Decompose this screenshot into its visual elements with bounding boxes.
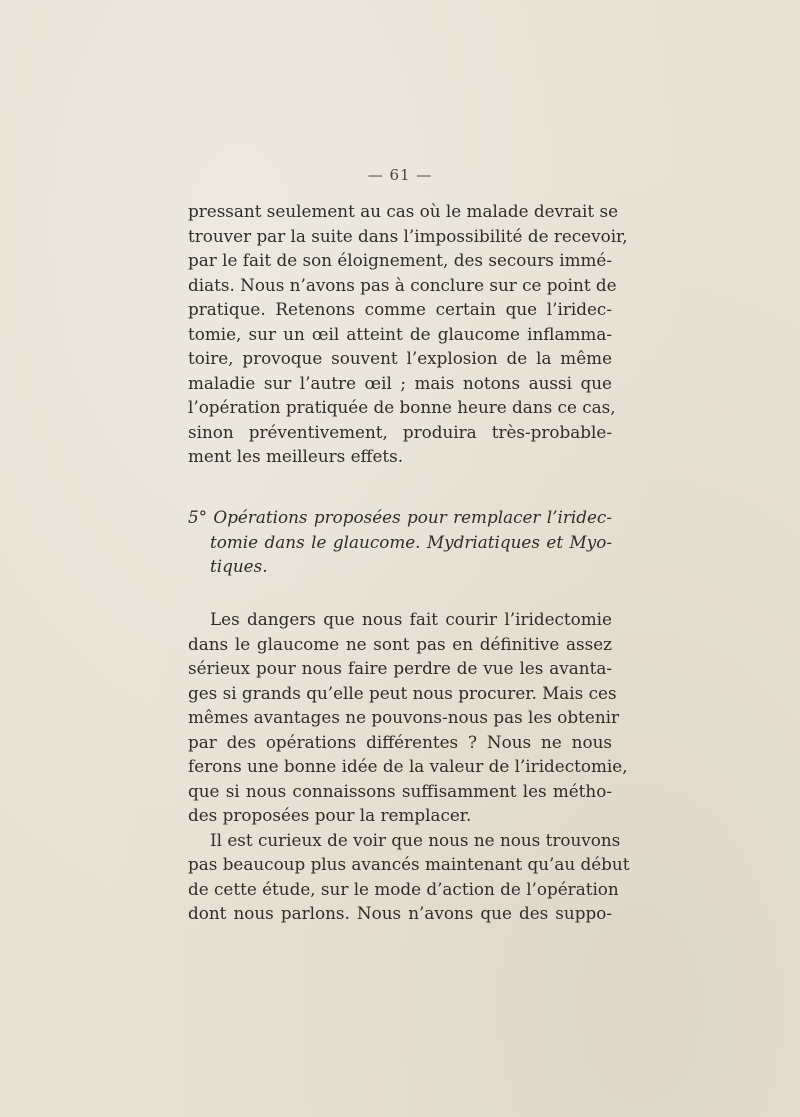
text-line: Il est curieux de voir que nous ne nous trouvons bbox=[210, 829, 621, 850]
text-line: tomie, sur un œil atteint de glaucome inflamma- bbox=[188, 323, 612, 344]
text-line: ment les meilleurs effets. bbox=[188, 446, 404, 466]
heading-line: tomie dans le glaucome. Mydriatiques et Myo- bbox=[210, 531, 612, 552]
paragraph-body bbox=[188, 607, 630, 926]
text-line: dans le glaucome ne sont pas en définitive assez bbox=[188, 633, 612, 654]
text-line: sinon préventivement, produira très-probable- bbox=[188, 421, 612, 442]
text-line: ferons une bonne idée de la valeur de l’iridectomie, bbox=[188, 756, 628, 776]
text-line: Les dangers que nous fait courir l’iridectomie bbox=[210, 609, 612, 629]
text-line: pratique. Retenons comme certain que l’iridec- bbox=[188, 299, 612, 319]
heading-line: tiques. bbox=[210, 556, 268, 576]
heading-line: 5° Opérations proposées pour remplacer l’iridec- bbox=[188, 507, 612, 527]
text-line: de cette étude, sur le mode d’action de l’opération bbox=[188, 878, 619, 899]
page-number: — 61 — bbox=[367, 166, 433, 184]
text-line: par le fait de son éloignement, des secours immé- bbox=[188, 250, 612, 270]
text-line: des proposées pour la remplacer. bbox=[188, 805, 472, 825]
text-line: l’opération pratiquée de bonne heure dans ce cas, bbox=[188, 397, 616, 417]
text-line: toire, provoque souvent l’explosion de la même bbox=[188, 348, 612, 368]
text-line: mêmes avantages ne pouvons-nous pas les obtenir bbox=[188, 707, 620, 727]
text-line: sérieux pour nous faire perdre de vue les avanta- bbox=[188, 658, 612, 678]
text-line: que si nous connaissons suffisamment les métho- bbox=[188, 780, 612, 801]
section-heading bbox=[188, 505, 612, 579]
text-line: dont nous parlons. Nous n’avons que des suppo- bbox=[188, 903, 612, 923]
text-line: trouver par la suite dans l’impossibilité de recevoir, bbox=[188, 225, 628, 246]
text-line: maladie sur l’autre œil ; mais notons aussi que bbox=[188, 372, 612, 393]
text-line: par des opérations différentes ? Nous ne nous bbox=[188, 731, 612, 752]
text-line: pressant seulement au cas où le malade devrait se bbox=[188, 201, 619, 221]
text-line: diats. Nous n’avons pas à conclure sur ce point de bbox=[188, 274, 617, 295]
text-line: pas beaucoup plus avancés maintenant qu’au début bbox=[188, 854, 630, 874]
text-line: ges si grands qu’elle peut nous procurer. Mais ces bbox=[188, 682, 617, 703]
paragraph-continuation bbox=[188, 199, 628, 469]
